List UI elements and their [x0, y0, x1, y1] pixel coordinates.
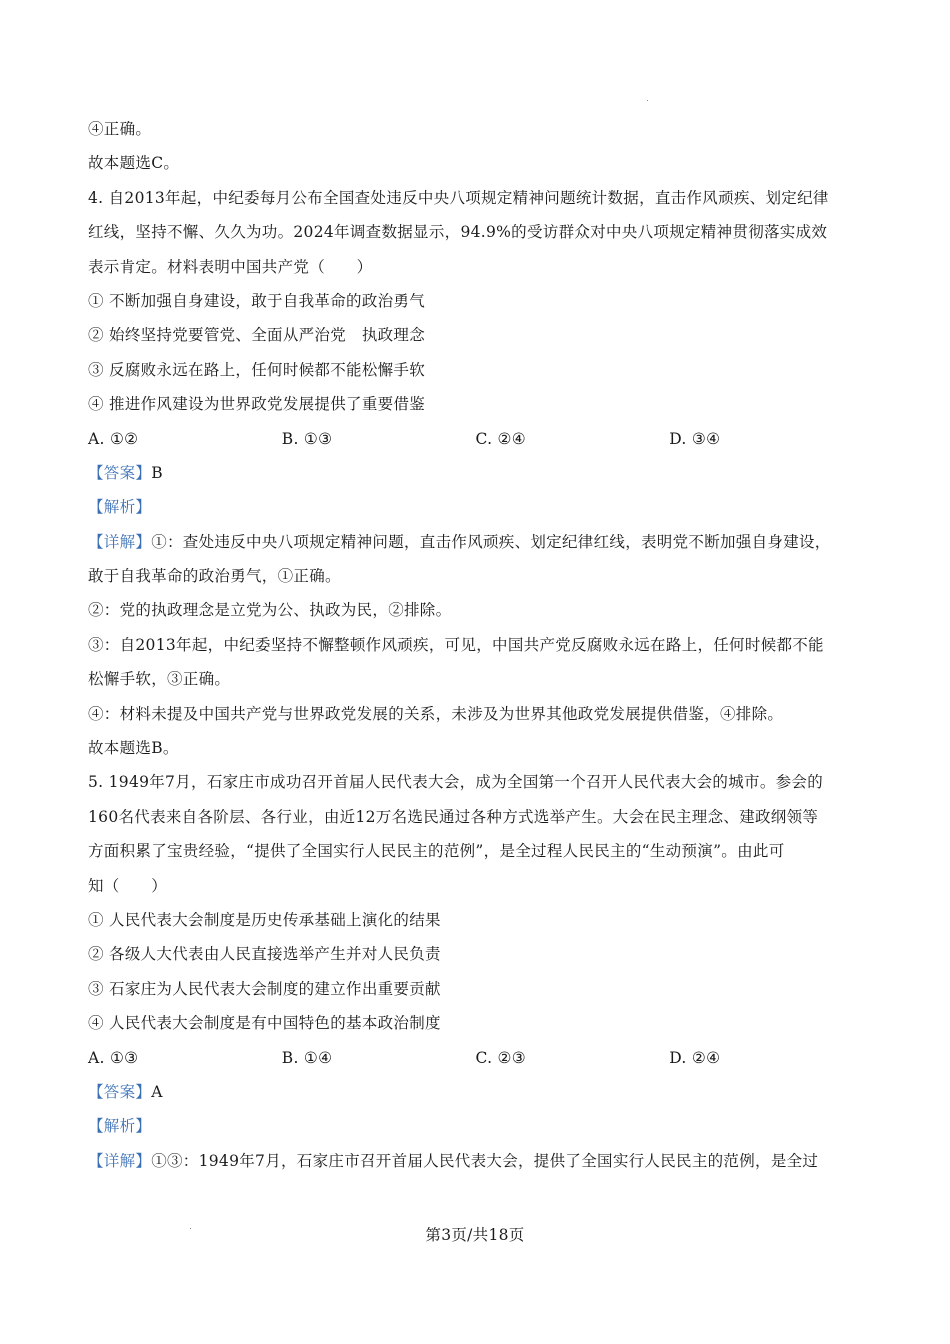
question-5-stem: 5. 1949年7月，石家庄市成功召开首届人民代表大会，成为全国第一个召开人民代表大会的城市。参会的	[88, 773, 824, 792]
option-d[interactable]: D. ②④	[669, 1048, 721, 1067]
detail-text: ①③：1949年7月，石家庄市召开首届人民代表大会，提供了全国实行人民民主的范例，是全过	[151, 1151, 819, 1170]
option-c[interactable]: C. ②④	[475, 429, 526, 448]
option-a[interactable]: A. ①②	[88, 429, 139, 448]
option-d[interactable]: D. ③④	[669, 429, 721, 448]
question-4-stem: 表示肯定。材料表明中国共产党（ ）	[88, 257, 373, 276]
question-5-options	[88, 1041, 863, 1075]
question-5-analysis	[88, 1109, 863, 1143]
analysis-tag: 【解析】	[88, 1117, 152, 1136]
detail-tag: 【详解】	[88, 532, 152, 551]
question-5-detail	[88, 1144, 863, 1178]
analysis-tag: 【解析】	[88, 498, 152, 517]
page-footer: 第3页/共18页	[425, 1226, 525, 1244]
detail-tag: 【详解】	[88, 1151, 152, 1170]
option-b[interactable]: B. ①④	[281, 1048, 333, 1067]
question-5-stem: 方面积累了宝贵经验，“提供了全国实行人民民主的范例”，是全过程人民民主的“生动预演”。由此可	[88, 842, 785, 861]
answer-value: B	[151, 463, 163, 482]
detail-line: 敢于自我革命的政治勇气，①正确。	[88, 567, 341, 586]
question-4-detail	[88, 525, 863, 559]
document-page	[88, 112, 863, 1178]
question-5-item: ④ 人民代表大会制度是有中国特色的基本政治制度	[88, 1014, 441, 1033]
detail-line: 故本题选B。	[88, 739, 179, 758]
question-4-stem: 4. 自2013年起，中纪委每月公布全国查处违反中央八项规定精神问题统计数据，直击作风顽疾、划定纪律	[88, 188, 829, 207]
option-c[interactable]: C. ②③	[475, 1048, 526, 1067]
scan-dot	[190, 1228, 191, 1229]
question-5-item: ③ 石家庄为人民代表大会制度的建立作出重要贡献	[88, 979, 441, 998]
detail-line: ②：党的执政理念是立党为公、执政为民，②排除。	[88, 601, 452, 620]
question-4-item: ③ 反腐败永远在路上，任何时候都不能松懈手软	[88, 360, 426, 379]
question-5-item: ② 各级人大代表由人民直接选举产生并对人民负责	[88, 945, 441, 964]
detail-line: 松懈手软，③正确。	[88, 670, 231, 689]
detail-line: ③：自2013年起，中纪委坚持不懈整顿作风顽疾，可见，中国共产党反腐败永远在路上，任何时候都不能	[88, 635, 824, 654]
question-5-answer	[88, 1075, 863, 1109]
question-4-stem: 红线，坚持不懈、久久为功。2024年调查数据显示，94.9%的受访群众对中央八项规定精神贯彻落实成效	[88, 223, 828, 242]
text-line: 故本题选C。	[88, 154, 180, 173]
question-5-stem: 160名代表来自各阶层、各行业，由近12万名选民通过各种方式选举产生。大会在民主理念、建政纲领等	[88, 807, 819, 826]
answer-tag: 【答案】	[88, 1082, 152, 1101]
question-4-options	[88, 422, 863, 456]
question-4-item: ④ 推进作风建设为世界政党发展提供了重要借鉴	[88, 395, 426, 414]
question-5-item: ① 人民代表大会制度是历史传承基础上演化的结果	[88, 910, 441, 929]
answer-tag: 【答案】	[88, 463, 152, 482]
option-a[interactable]: A. ①③	[88, 1048, 139, 1067]
option-b[interactable]: B. ①③	[281, 429, 333, 448]
question-4-item: ② 始终坚持党要管党、全面从严治党 执政理念	[88, 326, 426, 345]
question-5-stem: 知（ ）	[88, 876, 168, 895]
text-line: ④正确。	[88, 120, 152, 138]
scan-dot	[647, 100, 648, 101]
question-4-answer	[88, 456, 863, 490]
question-4-analysis	[88, 490, 863, 524]
question-4-item: ① 不断加强自身建设，敢于自我革命的政治勇气	[88, 291, 426, 310]
detail-text: ①：查处违反中央八项规定精神问题，直击作风顽疾、划定纪律红线，表明党不断加强自身建设，	[151, 532, 831, 551]
detail-line: ④：材料未提及中国共产党与世界政党发展的关系，未涉及为世界其他政党发展提供借鉴，④排除。	[88, 704, 784, 723]
answer-value: A	[151, 1082, 163, 1101]
